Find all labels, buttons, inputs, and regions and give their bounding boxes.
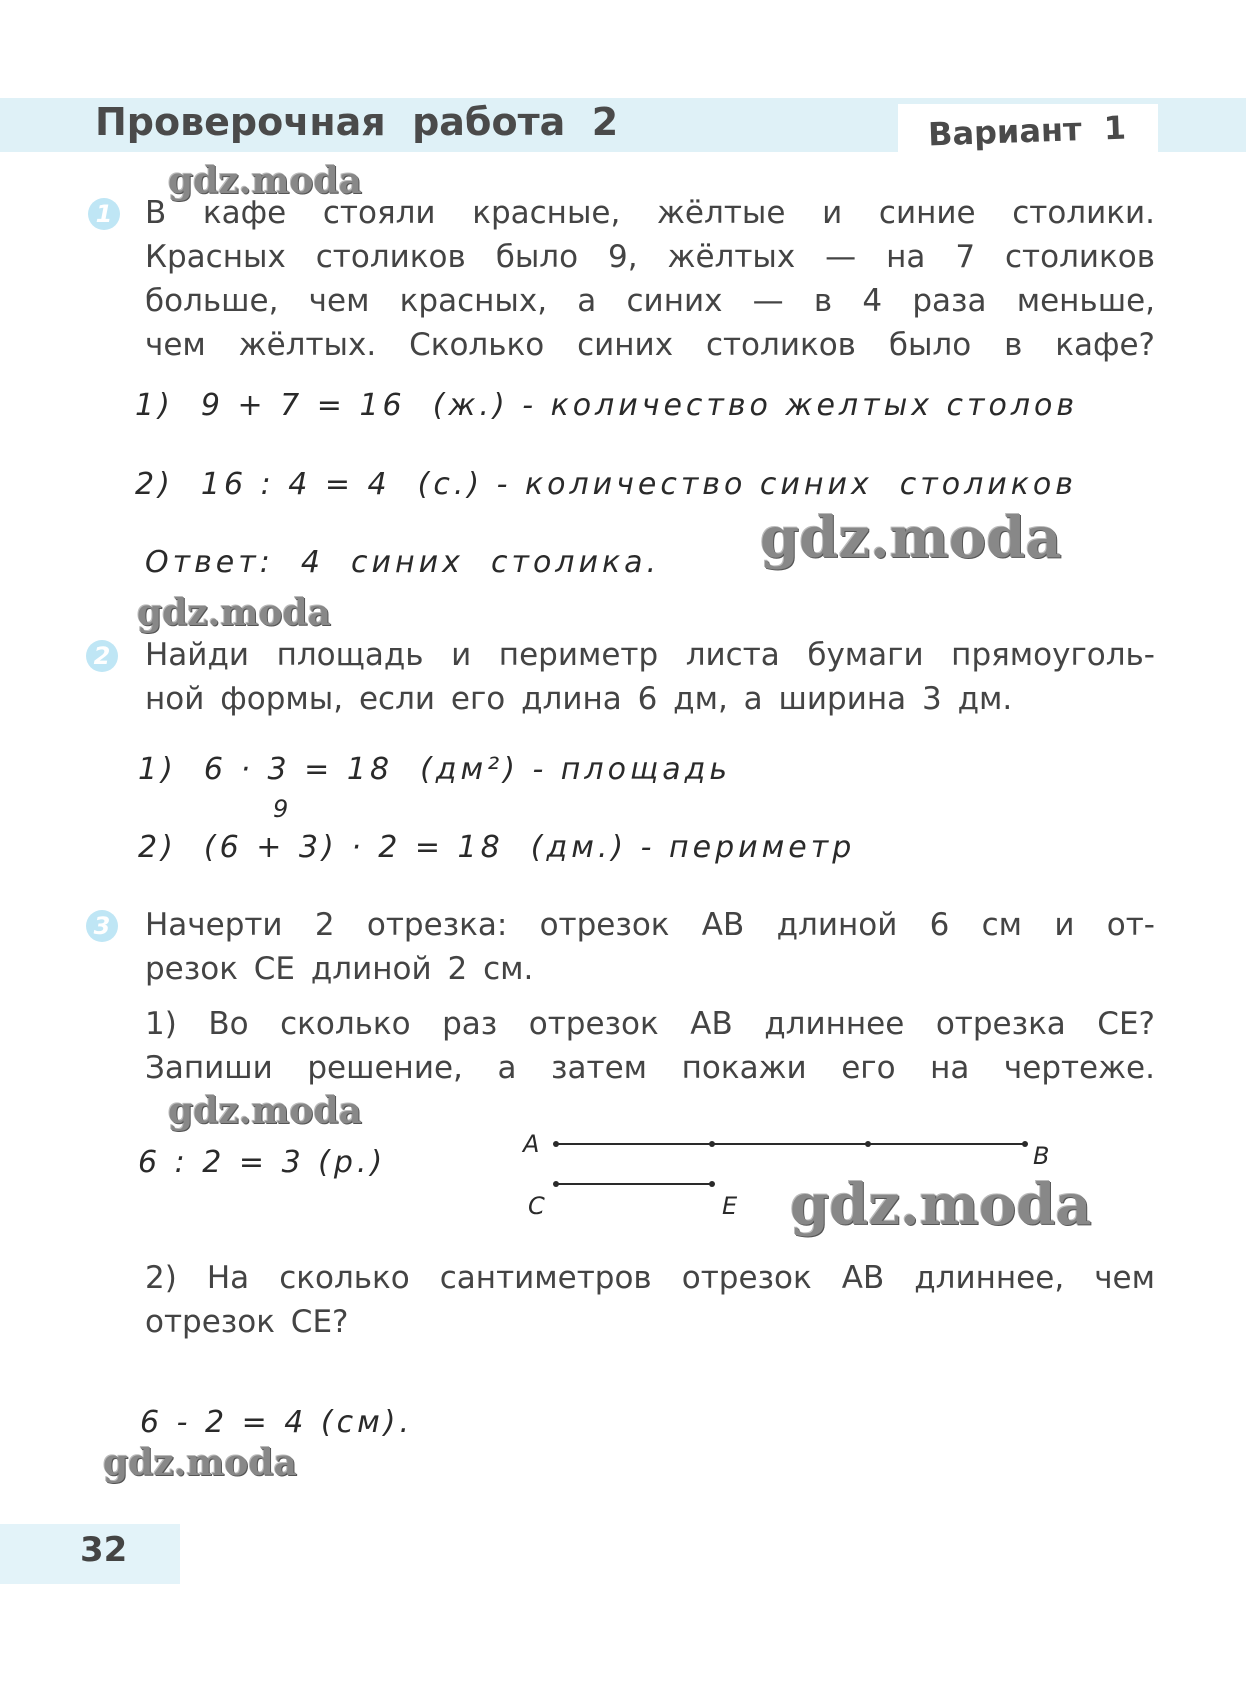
task1-line-2: Красных столиков было 9, жёлтых — на 7 столиков: [145, 239, 1155, 275]
watermark: gdz.moda: [790, 1172, 1092, 1238]
task3-q1-line-1: 1) Во сколько раз отрезок AB длиннее отрезка CE?: [145, 1006, 1155, 1042]
label-c: C: [528, 1192, 548, 1220]
task2-line-1: Найди площадь и периметр листа бумаги прямоуголь-: [145, 637, 1155, 673]
tick-mark: [709, 1141, 715, 1147]
task3-q1-line-2: Запиши решение, а затем покажи его на чертеже.: [145, 1050, 1155, 1086]
label-b: B: [1033, 1142, 1053, 1170]
task3-line-2: резок CE длиной 2 см.: [145, 951, 534, 987]
point-b: [1022, 1141, 1028, 1147]
task3-q2-solution: 6 - 2 = 4 (см).: [140, 1405, 413, 1440]
variant-label: Вариант 1: [927, 108, 1127, 154]
label-e: E: [722, 1192, 741, 1220]
task-number-1: 1: [88, 198, 120, 230]
watermark: gdz.moda: [103, 1442, 297, 1484]
point-e: [709, 1181, 715, 1187]
watermark: gdz.moda: [168, 1090, 362, 1132]
watermark: gdz.moda: [137, 592, 331, 634]
point-c: [553, 1181, 559, 1187]
tick-mark: [865, 1141, 871, 1147]
task1-answer: Ответ: 4 синих столика.: [145, 545, 661, 580]
task1-line-4: чем жёлтых. Сколько синих столиков было в кафе?: [145, 327, 1155, 363]
label-a: A: [523, 1130, 543, 1158]
task3-q1-solution: 6 : 2 = 3 (р.): [138, 1145, 387, 1180]
task1-line-3: больше, чем красных, а синих — в 4 раза меньше,: [145, 283, 1155, 319]
task-number-2: 2: [86, 640, 118, 672]
point-a: [553, 1141, 559, 1147]
watermark: gdz.moda: [168, 160, 362, 202]
task1-solution-2: 2) 16 : 4 = 4 (с.) - количество синих столиков: [135, 467, 1077, 502]
page-title: Проверочная работа 2: [95, 100, 619, 144]
task1-solution-1: 1) 9 + 7 = 16 (ж.) - количество желтых столов: [135, 388, 1079, 423]
task3-q2-line-1: 2) На сколько сантиметров отрезок AB длиннее, чем: [145, 1260, 1155, 1296]
task2-solution-1: 1) 6 · 3 = 18 (дм²) - площадь: [138, 752, 732, 787]
task2-line-2: ной формы, если его длина 6 дм, а ширина 3 дм.: [145, 681, 1013, 717]
task3-line-1: Начерти 2 отрезка: отрезок AB длиной 6 см и от-: [145, 907, 1155, 943]
task3-q2-line-2: отрезок CE?: [145, 1304, 349, 1340]
task1-line-1: В кафе стояли красные, жёлтые и синие столики.: [145, 195, 1155, 231]
task-number-3: 3: [86, 910, 118, 942]
task2-solution-sum-note: 9: [273, 795, 292, 823]
page-number: 32: [80, 1530, 128, 1570]
watermark: gdz.moda: [760, 505, 1062, 571]
task2-solution-2: 2) (6 + 3) · 2 = 18 (дм.) - периметр: [138, 830, 856, 865]
